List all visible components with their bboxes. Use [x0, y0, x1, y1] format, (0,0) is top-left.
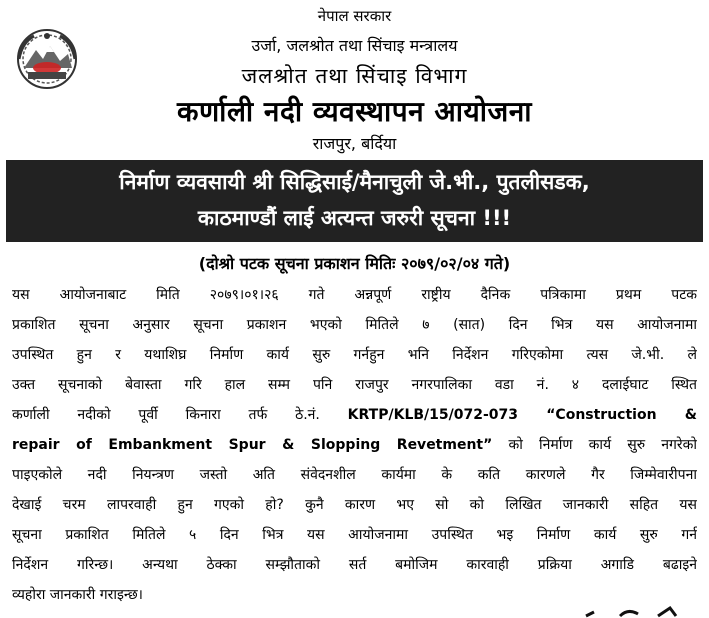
government-title: नेपाल सरकार — [317, 7, 392, 25]
body-line: उपस्थित हुन र यथाशिघ्र निर्माण कार्य सुरु गर्नहुन भनि निर्देशन गरिएकोमा त्यस जे.भी. ले — [12, 347, 697, 363]
contract-number: KRTP/KLB/15/072-073 “Construction & — [347, 407, 697, 423]
body-line: व्यहोरा जानकारी गराइन्छ। — [12, 587, 143, 603]
urgent-notice-banner — [6, 160, 703, 242]
body-line: प्रकाशित सूचना अनुसार सूचना प्रकाशन भएको मितिले ७ (सात) दिन भित्र यस आयोजनामा — [12, 317, 697, 333]
department-title: जलश्रोत तथा सिंचाइ विभाग — [241, 64, 468, 88]
contract-title: repair of Embankment Spur & Slopping Revetment” — [12, 437, 493, 453]
project-title: कर्णाली नदी व्यवस्थापन आयोजना — [176, 95, 533, 128]
contract-suffix: को निर्माण कार्य सुरु नगरेको — [508, 437, 697, 453]
body-line: निर्देशन गरिन्छ। अन्यथा ठेक्का सम्झौताको सर्त बमोजिम कारवाही प्रक्रिया अगाडि बढाइने — [12, 557, 697, 573]
banner-line-2: काठमाण्डौं लाई अत्यन्त जरुरी सूचना !!! — [197, 206, 512, 230]
body-line-contract-title — [12, 430, 697, 460]
body-line: उक्त सूचनाको बेवास्ता गरि हाल सम्म पनि राजपुर नगरपालिका वडा नं. ४ दलाईघाट स्थित — [12, 377, 697, 393]
ministry-title: उर्जा, जलश्रोत तथा सिंचाइ मन्त्रालय — [251, 36, 458, 55]
cropped-signature-fragment — [580, 602, 700, 618]
publication-date-heading: (दोश्रो पटक सूचना प्रकाशन मितिः २०७९/०२/०४ गते) — [198, 254, 511, 273]
banner-line-1: निर्माण व्यवसायी श्री सिद्धिसाई/मैनाचुली जे.भी., पुतलीसडक, — [119, 170, 590, 194]
contract-prefix: कर्णाली नदीको पूर्वी किनारा तर्फ ठे.नं. — [12, 407, 320, 423]
location-title: राजपुर, बर्दिया — [312, 134, 397, 153]
body-line-contract — [12, 400, 697, 430]
body-line: पाइएकोले नदी नियन्त्रण जस्तो अति संवेदनशील कार्यमा के कति कारणले गैर जिम्मेवारीपना — [12, 467, 697, 483]
body-line: यस आयोजनाबाट मिति २०७९।०१।२६ गते अन्नपूर्ण राष्ट्रीय दैनिक पत्रिकामा प्रथम पटक — [12, 287, 697, 303]
body-line: देखाई चरम लापरवाही हुन गएको हो? कुनै कारण भए सो को लिखित जानकारी सहित यस — [12, 497, 697, 513]
body-line: सूचना प्रकाशित मितिले ५ दिन भित्र यस आयोजनामा उपस्थित भइ निर्माण कार्य सुरु गर्न — [12, 527, 697, 543]
notice-body — [12, 280, 697, 610]
